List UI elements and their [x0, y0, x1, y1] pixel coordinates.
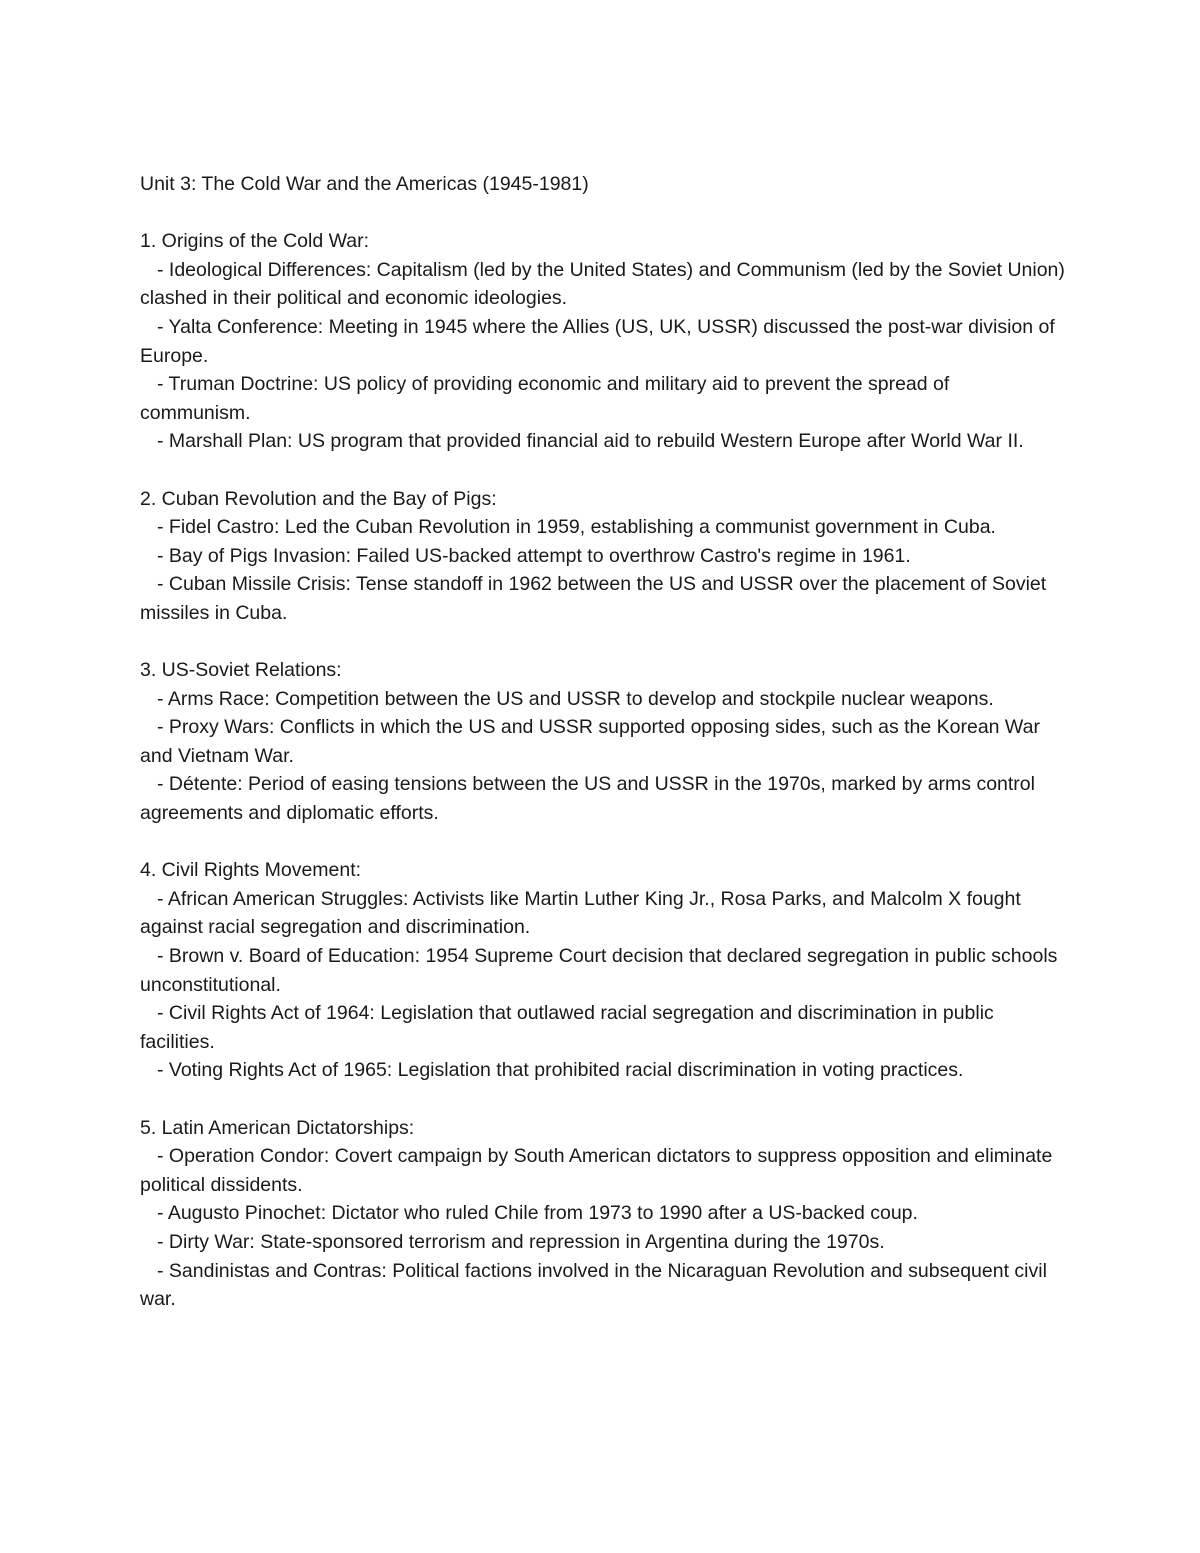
section-heading: 5. Latin American Dictatorships:: [140, 1116, 415, 1139]
list-item: - African American Struggles: Activists like Martin Luther King Jr., Rosa Parks, and Malcolm X fought against racial segregation and discrimination.: [140, 887, 1021, 939]
list-item: - Brown v. Board of Education: 1954 Supreme Court decision that declared segregation in public schools unconstitutional.: [140, 945, 1058, 996]
list-item: - Arms Race: Competition between the US and USSR to develop and stockpile nuclear weapons.: [157, 687, 994, 710]
section-heading: 4. Civil Rights Movement:: [140, 859, 362, 882]
section-us-soviet-relations: [140, 656, 1065, 828]
list-item: - Ideological Differences: Capitalism (led by the United States) and Communism (led by the Soviet Union) clashed in their political and economic ideologies.: [140, 258, 1065, 310]
list-item: - Proxy Wars: Conflicts in which the US and USSR supported opposing sides, such as the Korean War and Vietnam War.: [140, 716, 1040, 767]
list-item: - Augusto Pinochet: Dictator who ruled Chile from 1973 to 1990 after a US-backed coup.: [157, 1202, 918, 1225]
list-item: - Civil Rights Act of 1964: Legislation that outlawed racial segregation and discrimination in public facilities.: [140, 1002, 994, 1053]
section-cuban-revolution: [140, 485, 1065, 628]
list-item: - Truman Doctrine: US policy of providing economic and military aid to prevent the spread of communism.: [140, 373, 950, 424]
section-civil-rights: [140, 856, 1065, 1085]
section-heading: 2. Cuban Revolution and the Bay of Pigs:: [140, 487, 497, 510]
list-item: - Sandinistas and Contras: Political factions involved in the Nicaraguan Revolution and subsequent civil war.: [140, 1259, 1047, 1311]
list-item: - Détente: Period of easing tensions between the US and USSR in the 1970s, marked by arms control agreements and diplomatic efforts.: [140, 773, 1035, 825]
list-item: - Fidel Castro: Led the Cuban Revolution in 1959, establishing a communist government in Cuba.: [157, 516, 996, 539]
list-item: - Cuban Missile Crisis: Tense standoff in 1962 between the US and USSR over the placement of Soviet missiles in Cuba.: [140, 573, 1047, 624]
section-latin-american-dictatorships: [140, 1114, 1065, 1314]
list-item: - Dirty War: State-sponsored terrorism and repression in Argentina during the 1970s.: [157, 1230, 885, 1253]
section-origins: [140, 227, 1065, 456]
list-item: - Bay of Pigs Invasion: Failed US-backed attempt to overthrow Castro's regime in 1961.: [157, 544, 911, 567]
page-title: Unit 3: The Cold War and the Americas (1945-1981): [140, 173, 589, 195]
list-item: - Marshall Plan: US program that provided financial aid to rebuild Western Europe after World War II.: [157, 430, 1024, 453]
list-item: - Yalta Conference: Meeting in 1945 where the Allies (US, UK, USSR) discussed the post-war division of Europe.: [140, 315, 1055, 367]
list-item: - Operation Condor: Covert campaign by South American dictators to suppress opposition and eliminate political dissidents.: [140, 1145, 1053, 1196]
section-heading: 3. US-Soviet Relations:: [140, 659, 342, 682]
list-item: - Voting Rights Act of 1965: Legislation that prohibited racial discrimination in voting practices.: [157, 1059, 964, 1082]
section-heading: 1. Origins of the Cold War:: [140, 230, 370, 253]
document-page: [140, 170, 1065, 1314]
